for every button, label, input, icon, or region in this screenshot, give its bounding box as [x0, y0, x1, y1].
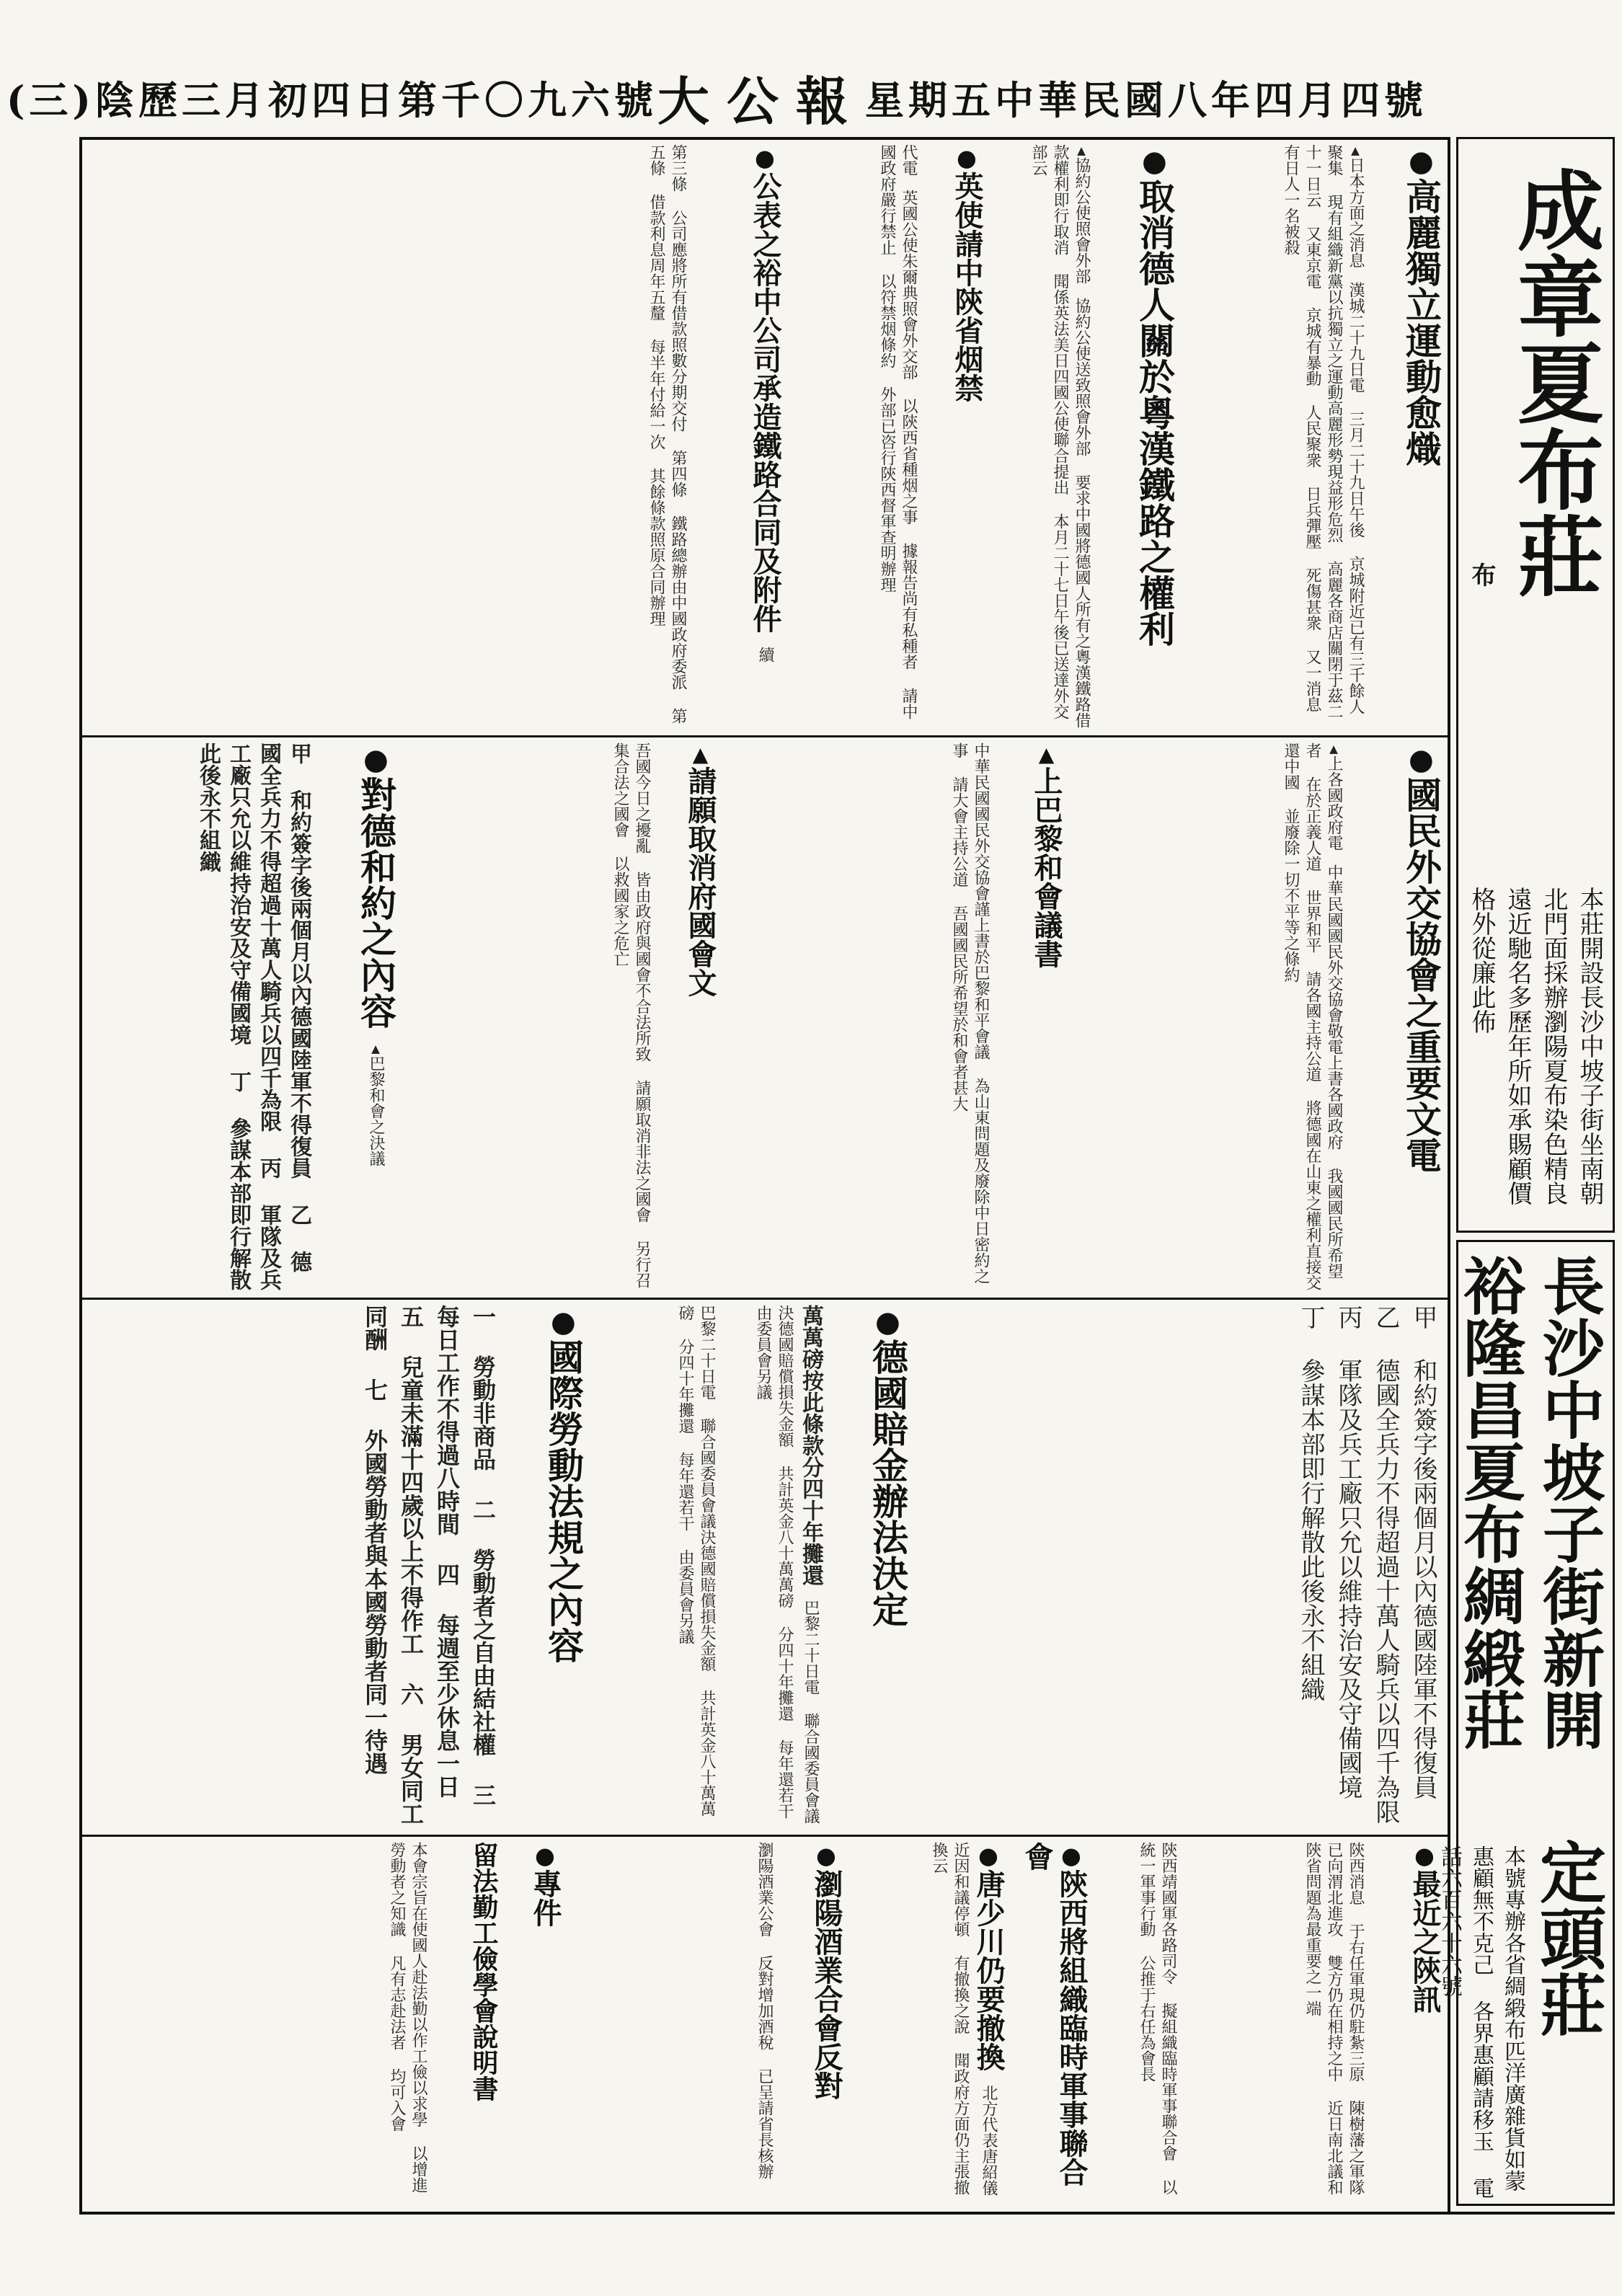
article-canton-railway-text: 協約公使送致照會外部 要求中國將德國人所有之粵漢鐵路借款權利即行取消 聞係英法美日四國公使聯合提出 本月二十七日午後已送達外交部云: [1029, 144, 1091, 728]
page-number: (三): [6, 76, 95, 123]
article-reparations-headline: ● 德國賠金辦法決定: [862, 1305, 909, 1627]
article-opium: [923, 144, 984, 728]
article-opium-sub: 代電: [900, 144, 918, 176]
article-treaty-body: [87, 743, 314, 1290]
article-labor-text: 一 勞動非商品 二 勞動者之自由結社權 三 每日工作不得過八時間 四 每週至少休息一日 五 兒童未滿十四歲以上不得作工 六 男女同工同酬 七 外國勞動者與本國勞動者同一待遇: [361, 1305, 497, 1825]
article-korea-headline: ● 高麗獨立運動愈熾: [1396, 144, 1442, 466]
article-shaanxi-military: [1009, 1842, 1089, 2206]
article-paris-text: 中華民國國民外交協會謹上書於巴黎和平會議 為山東問題及廢除中日密約之事 請大會主持公道 吾國國民所希望於和會者甚大: [950, 743, 990, 1284]
article-special-text: 本會宗旨在使國人赴法勤以作工儉以求學 以增進勞動者之知識 凡有志赴法者 均可入會: [388, 1842, 427, 2193]
article-canton-railway-body: [988, 144, 1092, 728]
article-reparations: [829, 1305, 908, 1827]
ad2-title: 長沙中坡子街新開 裕隆昌夏布綢緞莊: [1453, 1254, 1605, 1750]
article-petition-headline: ▲ 請願取消府國會文: [679, 743, 717, 997]
ad1-subtitle: 布: [1467, 562, 1496, 587]
article-foreign-assoc-body: [1067, 743, 1344, 1290]
article-yuzhong-sub: 續: [756, 647, 774, 662]
article-reparations-extra: [588, 1305, 717, 1827]
article-treaty-continued: 甲 和約簽字後兩個月以內德國陸軍不得復員 乙 德國全兵力不得超過十萬人騎兵以四千為限 丙 軍隊及兵工廠只允以維持治安及守備國境 丁 參謀本部即行解散此後永不組織: [1296, 1305, 1437, 1824]
article-treaty-sub: ▲ 巴黎和會之決議: [367, 1042, 385, 1166]
article-treaty-headline: ● 對德和約之內容: [350, 743, 397, 1029]
article-shaanxi-text: 陝西消息 于右任軍現仍駐紮三原 陳樹藩之軍隊已向渭北進攻 雙方仍在相持之中 近日南北議和 陝省問題為最重要之一端: [1303, 1842, 1365, 2195]
article-korea-body: [1182, 144, 1366, 728]
paper-name: 大公報: [657, 71, 865, 132]
article-foreign-assoc-headline: ● 國民外交協會之重要文電: [1396, 743, 1442, 1173]
ad3-title: 定頭莊: [1529, 1838, 1607, 2037]
article-labor-headline: ● 國際勞動法規之內容: [538, 1305, 585, 1663]
article-shaanxi-headline: ● 最近之陝訊: [1404, 1842, 1442, 2013]
article-korea-text: 漢城二十九日電 三月二十九日午後 京城附近已有三千餘人聚集 現有組織新黨以抗獨立之運動高麗形勢現益形危烈 高麗各商店關閉于茲二十一日云 又東京電 京城有暴動 人民聚衆 日兵彈壓 死傷甚衆 又一消息 有日人一名被殺: [1282, 144, 1365, 719]
article-tang-text: 北方代表唐紹儀 近因和議停頓 有撤換之說 聞政府方面仍主張撤換云: [930, 1842, 998, 2196]
ad3-text: 本號專辦各省綢緞布匹洋廣雜貨如蒙惠顧無不克己 各界惠顧請移玉 電話六百六十六號: [1437, 1845, 1525, 2199]
article-yuzhong-body: [87, 144, 688, 728]
article-shaanxi-body: [1182, 1842, 1366, 2206]
masthead-weekday: 星期五: [865, 76, 995, 123]
article-special: [505, 1842, 562, 2206]
article-liuyang-headline: ● 瀏陽酒業合會反對: [805, 1842, 843, 2100]
article-tang: [847, 1842, 1006, 2206]
left-rule: [79, 137, 82, 2213]
article-row3-right: [912, 1305, 1442, 1827]
article-opium-body: [786, 144, 919, 728]
article-opium-headline: ● 英使請中陝省烟禁: [946, 144, 984, 402]
article-special-headline: ● 專件: [524, 1842, 562, 1927]
article-treaty: [317, 743, 396, 1290]
row1-rule: [79, 735, 1449, 737]
issue-number: 第千〇九六號: [397, 76, 657, 123]
article-shaanxi-military-body: [1092, 1842, 1179, 2206]
article-paris-body: [721, 743, 991, 1290]
article-petition-text: 吾國今日之擾亂 皆由政府與國會不合法所致 請願取消非法之國會 另行召集合法之國會 以救國家之危亡: [611, 743, 651, 1288]
article-canton-railway-sub: ▲ 協約公使照會外部: [1073, 144, 1091, 284]
article-yuzhong: [692, 144, 782, 728]
article-canton-railway: [1096, 144, 1175, 728]
bottom-rule: [79, 2212, 1615, 2215]
article-special-sub-wrap: [433, 1842, 501, 2206]
article-liuyang: [779, 1842, 843, 2206]
article-special-body: [87, 1842, 429, 2206]
masthead: [6, 68, 1427, 132]
article-canton-railway-headline: ● 取消德人關於粵漢鐵路之權利: [1129, 144, 1176, 647]
article-shaanxi-military-text: 陝西靖國軍各路司令 擬組織臨時軍事聯合會 以統一軍事行動 公推于右任為會長: [1138, 1842, 1177, 2195]
article-liuyang-text: 瀏陽酒業公會 反對增加酒稅 已呈請省長核辦: [755, 1842, 774, 2179]
article-labor: [505, 1305, 584, 1827]
article-yuzhong-headline: ● 公表之裕中公司承造鐵路合同及附件: [744, 144, 782, 633]
article-labor-body: [87, 1305, 501, 1827]
article-petition-body: [404, 743, 652, 1290]
article-paris: [995, 743, 1063, 1290]
article-petition: [656, 743, 717, 1290]
article-treaty-text: 甲 和約簽字後兩個月以內德國陸軍不得復員 乙 德國全兵力不得超過十萬人騎兵以四千為限 丙 軍隊及兵工廠只允以維持治安及守備國境 丁 參謀本部即行解散此後永不組織: [195, 743, 311, 1290]
masthead-date: 中華民國八年四月四號: [995, 76, 1427, 123]
article-foreign-assoc: [1348, 743, 1442, 1290]
ad1-text: 本莊開設長沙中坡子街坐南朝北門面採辦瀏陽夏布染色精良遠近馳名多歷年所如承賜顧價格外從廉此佈: [1467, 887, 1604, 1205]
article-korea-sub: ▲ 日本方面之消息: [1347, 144, 1365, 268]
article-shaanxi-military-headline: ● 陝西將組織臨時軍事聯合會: [1016, 1842, 1089, 2186]
article-reparations-extra-text: 巴黎二十日電 聯合國委員會議決德國賠償損失金額 共計英金八十萬萬磅 分四十年攤還 每年還若干 由委員會另議: [676, 1305, 716, 1817]
top-rule: [79, 137, 1449, 140]
article-opium-text: 英國公使朱爾典照會外交部 以陝西省種烟之事 據報告尚有私種者 請中國政府嚴行禁止 以符禁烟條約 外部已咨行陝西督軍查明辦理: [878, 144, 918, 719]
article-liuyang-body: [649, 1842, 775, 2206]
article-paris-headline: ▲ 上巴黎和會議書: [1025, 743, 1063, 968]
article-foreign-assoc-text: 中華民國國民外交協會敬電上書各國政府 我國國民所希望者 在於正義人道 世界和平 請各國主持公道 將德國在山東之權利直接交還中國 並廢除一切不平等之條約: [1282, 743, 1343, 1290]
row2-rule: [79, 1298, 1449, 1300]
article-foreign-assoc-sub: ▲ 上各國政府電: [1325, 743, 1343, 851]
article-shaanxi: [1370, 1842, 1442, 2206]
article-reparations-text: 巴黎二十日電 聯合國委員會議決德國賠償損失金額 共計英金八十萬萬磅 分四十年攤還 每年還若干 由委員會另議: [754, 1305, 820, 1824]
article-tang-headline: ● 唐少川仍要撤換: [967, 1842, 1006, 2071]
ad1-title: 成章夏布莊: [1503, 166, 1605, 598]
article-reparations-sub: 萬萬磅按此條款分四十年攤還: [798, 1305, 823, 1586]
article-yuzhong-text: 第三條 公司應將所有借款照數分期交付 第四條 鐵路總辦由中國政府委派 第五條 借款利息周年五釐 每半年付給一次 其餘條款照原合同辦理: [647, 144, 687, 724]
row3-rule: [79, 1835, 1449, 1837]
article-special-sub: 留法勤工儉學會說明書: [469, 1842, 499, 2101]
article-reparations-body: [721, 1305, 825, 1827]
article-korea: [1370, 144, 1442, 728]
lunar-date: 陰歷三月初四日: [94, 76, 398, 123]
